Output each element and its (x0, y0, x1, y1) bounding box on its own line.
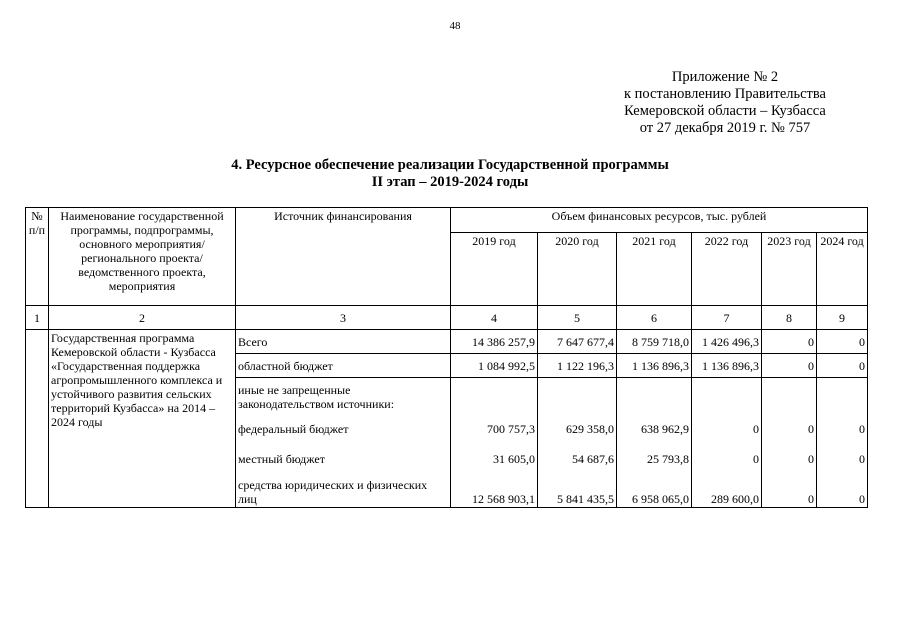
value-cell: 0 (817, 414, 868, 444)
value-cell: 12 568 903,1 (451, 474, 538, 508)
header-year: 2020 год (538, 233, 617, 306)
resource-table (25, 207, 868, 508)
value-cell (617, 378, 692, 414)
source-cell: федеральный бюджет (236, 414, 451, 444)
value-cell: 1 136 896,3 (617, 354, 692, 378)
column-number: 6 (617, 306, 692, 330)
program-name: Государственная программа Кемеровской области - Кузбасса «Государственная поддержка агропромышленного комплекса и устойчивого развития сельских территорий Кузбасса» на 2014 – 2024 годы (49, 330, 236, 508)
column-number: 3 (236, 306, 451, 330)
column-number-row (26, 306, 868, 330)
value-cell: 0 (692, 444, 762, 474)
header-volume: Объем финансовых ресурсов, тыс. рублей (451, 208, 868, 233)
value-cell: 0 (817, 354, 868, 378)
table-row (26, 330, 868, 354)
header-num: № п/п (26, 208, 49, 306)
column-number: 8 (762, 306, 817, 330)
value-cell: 8 759 718,0 (617, 330, 692, 354)
value-cell: 0 (817, 444, 868, 474)
value-cell: 0 (692, 414, 762, 444)
value-cell: 0 (762, 354, 817, 378)
value-cell: 31 605,0 (451, 444, 538, 474)
value-cell: 1 136 896,3 (692, 354, 762, 378)
column-number: 9 (817, 306, 868, 330)
value-cell (762, 378, 817, 414)
header-year: 2023 год (762, 233, 817, 306)
section-title (150, 157, 750, 191)
column-number: 4 (451, 306, 538, 330)
value-cell (817, 378, 868, 414)
value-cell: 629 358,0 (538, 414, 617, 444)
value-cell (692, 378, 762, 414)
title-line: 4. Ресурсное обеспечение реализации Государственной программы (231, 157, 669, 173)
value-cell (451, 378, 538, 414)
header-year: 2022 год (692, 233, 762, 306)
column-number: 2 (49, 306, 236, 330)
value-cell: 1 122 196,3 (538, 354, 617, 378)
value-cell: 0 (817, 330, 868, 354)
source-cell: иные не запрещенные законодательством источники: (236, 378, 451, 414)
column-number: 5 (538, 306, 617, 330)
value-cell: 0 (762, 414, 817, 444)
value-cell: 14 386 257,9 (451, 330, 538, 354)
value-cell: 0 (762, 474, 817, 508)
page-number: 48 (449, 20, 461, 32)
value-cell: 0 (762, 330, 817, 354)
header-source: Источник финансирования (236, 208, 451, 306)
header-year: 2024 год (817, 233, 868, 306)
appendix-line: Приложение № 2 (671, 69, 779, 85)
value-cell (538, 378, 617, 414)
column-number: 7 (692, 306, 762, 330)
value-cell: 54 687,6 (538, 444, 617, 474)
column-number: 1 (26, 306, 49, 330)
header-year: 2021 год (617, 233, 692, 306)
value-cell: 638 962,9 (617, 414, 692, 444)
row-number (26, 330, 49, 508)
source-cell: средства юридических и физических лиц (236, 474, 451, 508)
title-subline: II этап – 2019-2024 годы (371, 174, 529, 190)
appendix-line: к постановлению Правительства (624, 86, 826, 102)
value-cell: 0 (817, 474, 868, 508)
value-cell: 1 084 992,5 (451, 354, 538, 378)
header-year: 2019 год (451, 233, 538, 306)
value-cell: 5 841 435,5 (538, 474, 617, 508)
value-cell: 25 793,8 (617, 444, 692, 474)
value-cell: 0 (762, 444, 817, 474)
value-cell: 289 600,0 (692, 474, 762, 508)
source-cell: местный бюджет (236, 444, 451, 474)
appendix-block (590, 69, 860, 137)
appendix-line: от 27 декабря 2019 г. № 757 (639, 120, 811, 136)
appendix-line: Кемеровской области – Кузбасса (624, 103, 826, 119)
value-cell: 700 757,3 (451, 414, 538, 444)
value-cell: 7 647 677,4 (538, 330, 617, 354)
source-cell: Всего (236, 330, 451, 354)
value-cell: 6 958 065,0 (617, 474, 692, 508)
source-cell: областной бюджет (236, 354, 451, 378)
header-name: Наименование государственной программы, подпрограммы, основного мероприятия/регионального проекта/ведомственного проекта, мероприятия (49, 208, 236, 306)
value-cell: 1 426 496,3 (692, 330, 762, 354)
